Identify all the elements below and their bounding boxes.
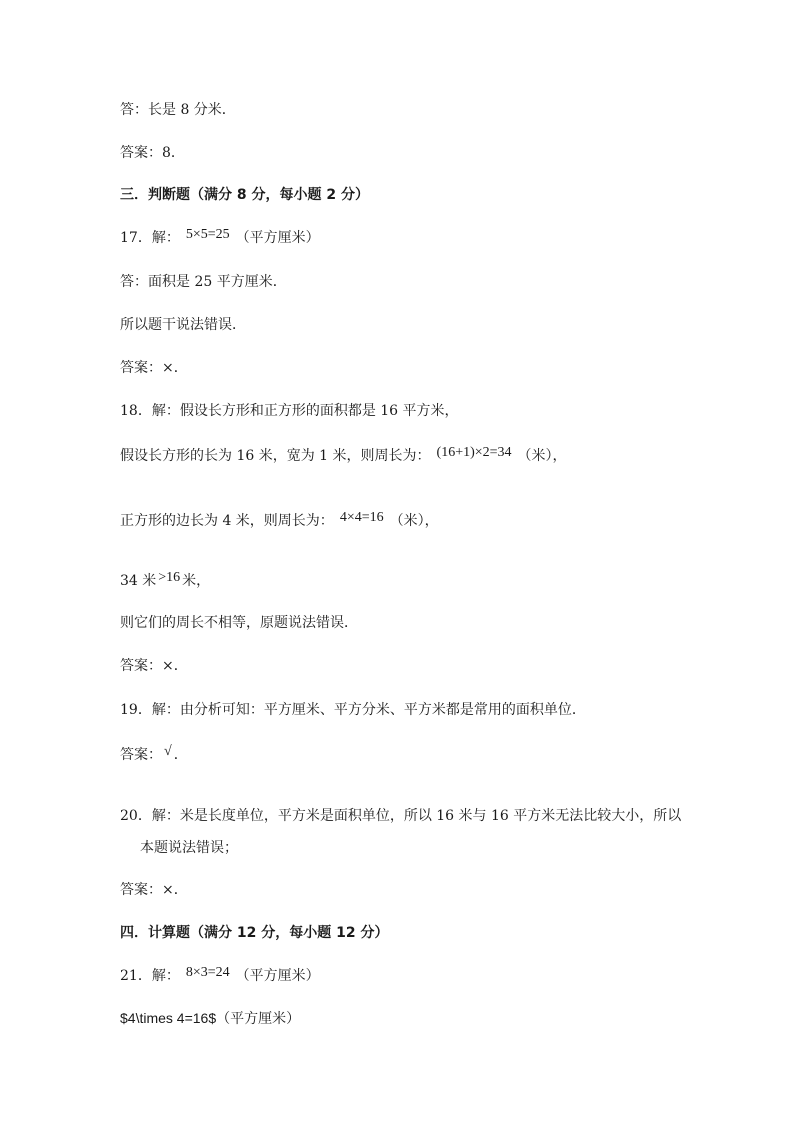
q18-compare-formula: >16	[158, 570, 181, 585]
q17-label: 17．解：	[120, 230, 180, 246]
q18-rect-formula: (16+1)×2=34	[436, 445, 512, 460]
q21-raw-latex: $4\times 4=16$	[120, 1010, 217, 1026]
q18-square-unit: （米），	[389, 513, 439, 529]
q18-square-perimeter	[120, 511, 439, 532]
q21-formula: 8×3=24	[185, 965, 230, 980]
q20-answer: 答案：×．	[120, 882, 188, 898]
q18-comparison	[120, 571, 210, 592]
q19-solution: 19．解：由分析可知：平方厘米、平方分米、平方米都是常用的面积单位．	[120, 702, 586, 718]
q20-solution-continued: 本题说法错误；	[140, 840, 238, 856]
q17-formula: 5×5=25	[185, 227, 230, 242]
q21-second-unit: （平方厘米）	[216, 1011, 301, 1027]
q18-rect-text: 假设长方形的长为 16 米，宽为 1 米，则周长为：	[120, 448, 431, 464]
q19-answer-label: 答案：	[120, 747, 162, 763]
q18-conclusion: 则它们的周长不相等，原题说法错误．	[120, 615, 358, 631]
q17-conclusion: 所以题干说法错误．	[120, 317, 246, 333]
section-heading-judgement: 三．判断题（满分 8 分，每小题 2 分）	[120, 187, 369, 203]
q17-unit: （平方厘米）	[235, 230, 320, 246]
section-heading-calculation: 四．计算题（满分 12 分，每小题 12 分）	[120, 925, 389, 941]
q21-label: 21．解：	[120, 968, 180, 984]
q19-answer	[120, 745, 188, 766]
q18-rect-unit: （米），	[517, 448, 567, 464]
q19-answer-period: ．	[173, 747, 188, 763]
q18-answer: 答案：×．	[120, 658, 188, 674]
q20-solution: 20．解：米是长度单位，平方米是面积单位，所以 16 米与 16 平方米无法比较大小，所以	[120, 808, 682, 824]
q18-square-formula: 4×4=16	[339, 510, 384, 525]
q17-solution	[120, 228, 320, 249]
q18-rectangle-perimeter	[120, 446, 567, 467]
answer-line-length: 答：长是 8 分米．	[120, 102, 236, 118]
q21-unit: （平方厘米）	[235, 968, 320, 984]
q17-answer: 答案：×．	[120, 360, 188, 376]
q18-compare-right: 米，	[182, 573, 211, 589]
q18-assumption: 18．解：假设长方形和正方形的面积都是 16 平方米，	[120, 403, 459, 419]
q17-answer-area: 答：面积是 25 平方厘米．	[120, 274, 287, 290]
answer-line-8: 答案：8．	[120, 145, 185, 161]
q21-second-line	[120, 1008, 300, 1029]
q18-compare-left: 34 米	[120, 573, 157, 589]
q21-solution	[120, 966, 320, 987]
check-mark-icon: √	[164, 744, 172, 759]
q18-square-text: 正方形的边长为 4 米，则周长为：	[120, 513, 334, 529]
